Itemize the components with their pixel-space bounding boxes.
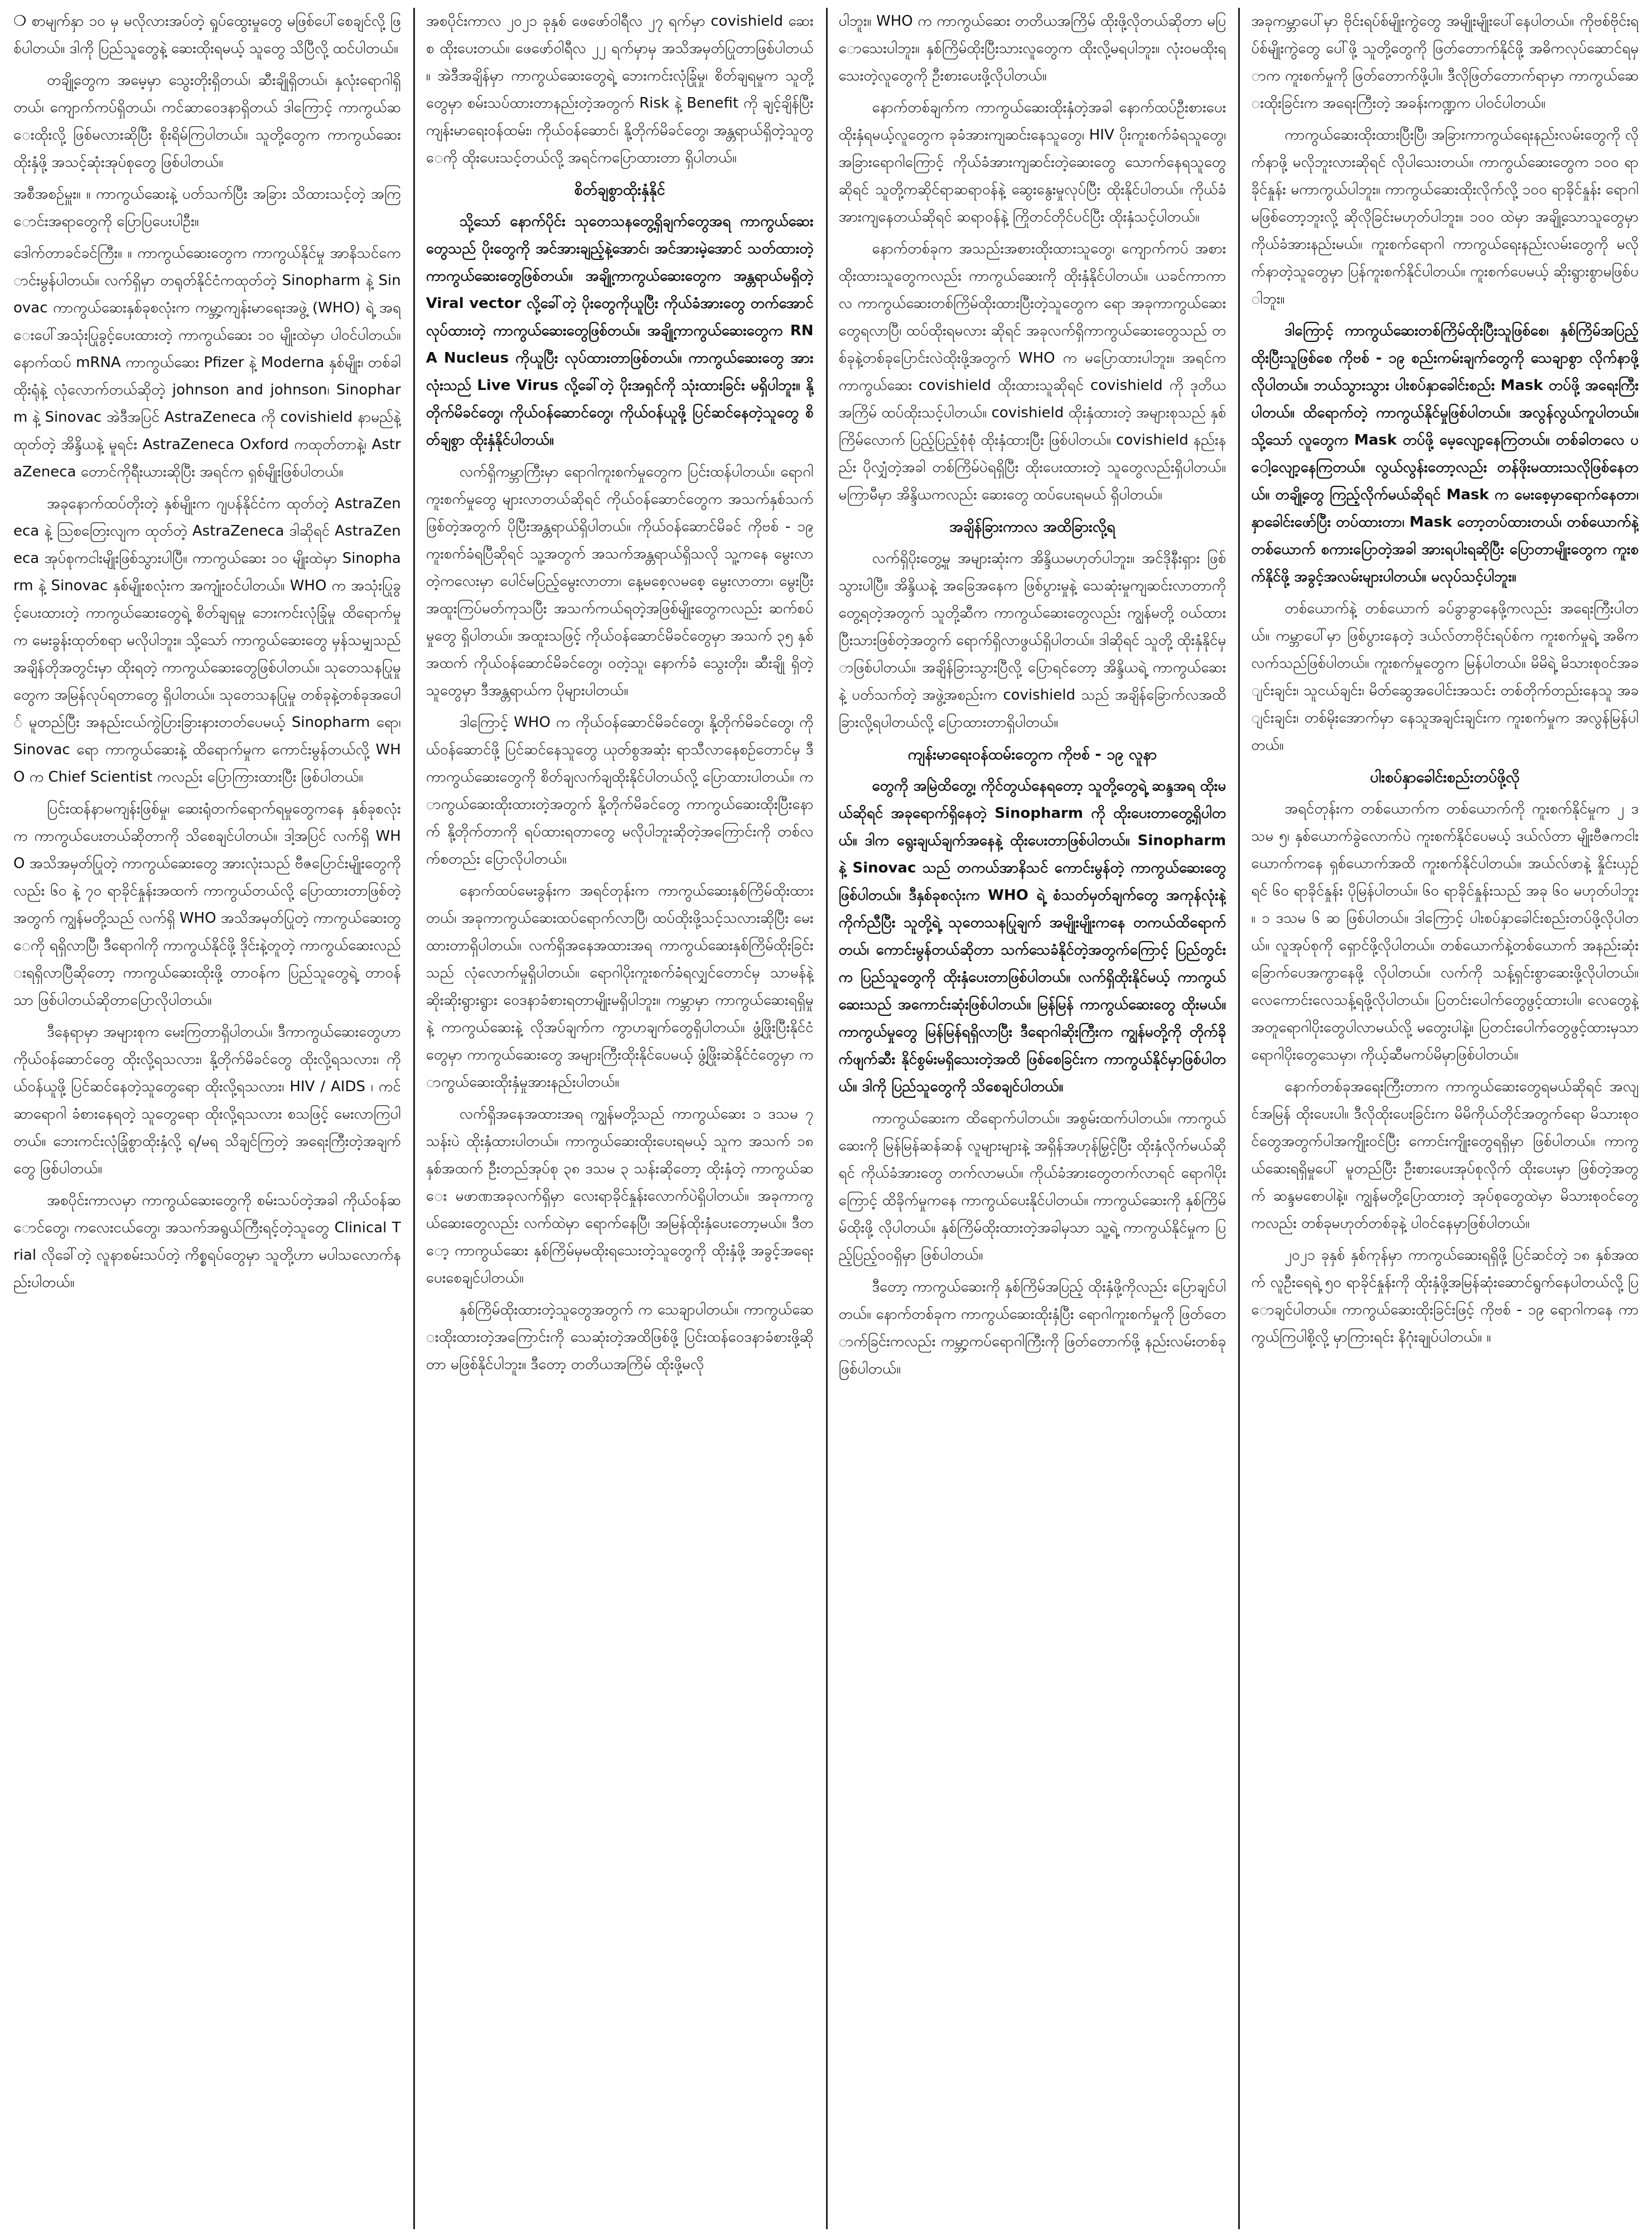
column-4 bbox=[1238, 8, 1639, 2229]
article-paragraph: ဒေါက်တာခင်ခင်ကြီး။ ။ ကာကွယ်ဆေးတွေက ကာကွယ်နိုင်မှု အာနိသင်ကောင်းမွန်ပါတယ်။ လက်ရှိမှာ တရုတ်နိုင်ငံကထုတ်တဲ့ Sinopharm နဲ့ Sinovac ကာကွယ်ဆေးနှစ်ခုစလုံးက ကမ္ဘာ့ကျန်းမာရေးအဖွဲ့ (WHO) ရဲ့ အရေးပေါ်အသုံးပြုခွင့်ပေးထားတဲ့ ကာကွယ်ဆေး ၁၀ မျိုးထဲမှာ ပါဝင်ပါတယ်။ နောက်ထပ် mRNA ကာကွယ်ဆေး Pfizer နဲ့ Moderna နှစ်မျိုး၊ တစ်ခါထိုးရုံနဲ့ လုံလောက်တယ်ဆိုတဲ့ johnson and johnson၊ Sinopharm နဲ့ Sinovac အဲဒီအပြင် AstraZeneca ကို covishield နာမည်နဲ့ ထုတ်တဲ့ အိန္ဒိယနဲ့ မူရင်း AstraZeneca Oxford ကထုတ်တာနဲ့၊ AstraZeneca တောင်ကိုရီးယားဆိုပြီး အရင်က ရှစ်မျိုးဖြစ်ပါတယ်။ bbox=[13, 245, 401, 480]
article-paragraph: နောက်တစ်ခုအရေးကြီးတာက ကာကွယ်ဆေးတွေရမယ်ဆိုရင် အလျင်အမြန် ထိုးပေးပါ။ ဒီလိုထိုးပေးခြင်းက မိမိကိုယ်တိုင်အတွက်ရော မိသားစုဝင်တွေအတွက်ပါအကျိုးဝင်ပြီး ကောင်းကျိုးတွေရရှိမှာ ဖြစ်ပါတယ်။ ကာကွယ်ဆေးရရှိမှုပေါ် မူတည်ပြီး ဦးစားပေးအုပ်စုလိုက် ထိုးပေးမှာ ဖြစ်တဲ့အတွက် ဆန္ဒမစောပါနဲ့။ ကျွန်မတို့ပြောထားတဲ့ အုပ်စုတွေထဲမှာ မိသားစုဝင်တွေကလည်း တစ်ခုမဟုတ်တစ်ခုနဲ့ ပါဝင်နေမှာဖြစ်ပါတယ်။ bbox=[1251, 1078, 1639, 1232]
article-paragraph: အစီအစဉ်မှူး။ ။ ကာကွယ်ဆေးနဲ့ ပတ်သက်ပြီး အခြား သိထားသင့်တဲ့ အကြောင်းအရာတွေကို ပြောပြပေးပါဦး။ bbox=[13, 186, 401, 230]
section-heading: စိတ်ချစွာထိုးနှံနိုင် bbox=[574, 181, 665, 199]
article-paragraph: နှစ်ကြိမ်ထိုးထားတဲ့သူတွေအတွက် က သေချာပါတယ်။ ကာကွယ်ဆေးထိုးထားတဲ့အကြောင်းကို သေဆုံးတဲ့အထိဖြစ်ဖို့ ပြင်းထန်ဝေဒနာခံစားဖို့ဆိုတာ မဖြစ်နိုင်ပါဘူး။ ဒီတော့ တတိယအကြိမ် ထိုးဖို့မလို bbox=[426, 1301, 814, 1373]
article-paragraph: နောက်ထပ်မေးခွန်းက အရင်တုန်းက ကာကွယ်ဆေးနှစ်ကြိမ်ထိုးထားတယ်၊ အခုကာကွယ်ဆေးထပ်ရောက်လာပြီ၊ ထပ်ထိုးဖို့သင့်သလားဆိုပြီး မေးထားတာရှိပါတယ်။ လက်ရှိအနေအထားအရ ကာကွယ်ဆေးနှစ်ကြိမ်ထိုးခြင်းသည် လုံလောက်မှုရှိပါတယ်။ ရောဂါပိုးကူးစက်ခံရလျှင်တောင်မှ သာမန်နဲ့ ဆိုးဆိုးရွားရွား ဝေဒနာခံစားရတာမျိုးမရှိပါဘူး။ ကမ္ဘာမှာ ကာကွယ်ဆေးရရှိမှုနဲ့ ကာကွယ်ဆေးနဲ့ လိုအပ်ချက်က ကွာဟချက်တွေရှိပါတယ်။ ဖွံ့ဖြိုးပြီးနိုင်ငံတွေမှာ ကာကွယ်ဆေးတွေ အများကြီးထိုးနိုင်ပေမယ့် ဖွံ့ဖြိုးဆဲနိုင်ငံတွေမှာ ကာကွယ်ဆေးထိုးနှံမှုအားနည်းပါတယ်။ bbox=[426, 883, 814, 1091]
article-paragraph: ဒါကြောင့် WHO က ကိုယ်ဝန်ဆောင်မိခင်တွေ၊ နို့တိုက်မိခင်တွေ၊ ကိုယ်ဝန်ဆောင်ဖို့ ပြင်ဆင်နေသူတွေ ယုတ်စွအဆုံး ရာသီလာနေစဉ်တောင်မှ ဒီကာကွယ်ဆေးတွေကို စိတ်ချလက်ချထိုးနိုင်ပါတယ်လို့ ပြောထားပါတယ်။ ကာကွယ်ဆေးထိုးထားတဲ့အတွက် နို့တိုက်မိခင်တွေ ကာကွယ်ဆေးထိုးပြီးနောက် နို့တိုက်တာကို ရပ်ထားရတာတွေ မလိုပါဘူးဆိုတဲ့အကြောင်းကို တစ်လက်စတည်း ပြောလိုပါတယ်။ bbox=[426, 714, 814, 867]
column-1 bbox=[13, 8, 401, 2229]
article-paragraph: ပါဘူး။ WHO က ကာကွယ်ဆေး တတိယအကြိမ် ထိုးဖို့လိုတယ်ဆိုတာ မပြောသေးပါဘူး။ နှစ်ကြိမ်ထိုးပြီးသားလူတွေက ထိုးလို့မရပါဘူး။ လုံးဝမထိုးရသေးတဲ့လူတွေကို ဦးစားပေးဖို့လိုပါတယ်။ bbox=[838, 13, 1226, 84]
article-paragraph: လက်ရှိကမ္ဘာကြီးမှာ ရောဂါကူးစက်မှုတွေက ပြင်းထန်ပါတယ်။ ရောဂါကူးစက်မှုတွေ များလာတယ်ဆိုရင် ကိုယ်ဝန်ဆောင်တွေက အသက်နှစ်သက်ဖြစ်တဲ့အတွက် ပိုပြီးအန္တရာယ်ရှိပါတယ်။ ကိုယ်ဝန်ဆောင်မိခင် ကိုဗစ် - ၁၉ ကူးစက်ခံရပြီဆိုရင် သူ့အတွက် အသက်အန္တရာယ်ရှိသလို သူ့ကနေ မွေးလာတဲ့ကလေးမှာ ပေါင်မပြည့်မွေးလာတာ၊ နေ့မစေ့လမစေ့ မွေးလာတာ၊ မွေးပြီး အထူးကြပ်မတ်ကုသပြီး အသက်ကယ်ရတဲ့အဖြစ်မျိုးတွေကလည်း ဆက်စပ်မှုတွေ ရှိပါတယ်။ အထူးသဖြင့် ကိုယ်ဝန်ဆောင်မိခင်တွေမှာ အသက် ၃၅ နှစ်အထက် ကိုယ်ဝန်ဆောင်မိခင်တွေ၊ ဝတဲ့သူ၊ နောက်ခံ သွေးတိုး၊ ဆီးချို ရှိတဲ့သူတွေမှာ ဒီအန္တရာယ်က ပိုများပါတယ်။ bbox=[426, 464, 814, 699]
section-heading: ကျန်းမာရေးဝန်ထမ်းတွေက ကိုဗစ် - ၁၉ လူနာ bbox=[907, 746, 1157, 763]
article-paragraph: ဒါကြောင့် ကာကွယ်ဆေးတစ်ကြိမ်ထိုးပြီးသူဖြစ်စေ၊ နှစ်ကြိမ်အပြည့်ထိုးပြီးသူဖြစ်စေ ကိုဗစ် - ၁၉ စည်းကမ်းချက်တွေကို သေချာစွာ လိုက်နာဖို့လိုပါတယ်။ ဘယ်သွားသွား ပါးစပ်နှာခေါင်းစည်း Mask တပ်ဖို့ အရေးကြီးပါတယ်။ ထိရောက်တဲ့ ကာကွယ်နိုင်မှုဖြစ်ပါတယ်။ အလွန်လွယ်ကူပါတယ်။ သို့သော် လူတွေက Mask တပ်ဖို့ မေ့လျော့နေကြတယ်။ တစ်ခါတလေ ပေါ့လျော့နေကြတယ်။ လွယ်လွန်းတော့လည်း တန်ဖိုးမထားသလိုဖြစ်နေတယ်။ တချို့တွေ ကြည့်လိုက်မယ်ဆိုရင် Mask က မေးစေ့မှာရောက်နေတာ၊ နှာခေါင်းဖော်ပြီး တပ်ထားတာ၊ Mask တော့တပ်ထားတယ်၊ တစ်ယောက်နဲ့တစ်ယောက် စကားပြောတဲ့အခါ အားရပါးရဆိုပြီး ပြောတာမျိုးတွေက ကူးစက်နိုင်ဖို့ အခွင့်အလမ်းများပါတယ်။ မလုပ်သင့်ပါဘူး။ bbox=[1251, 322, 1639, 585]
column-3 bbox=[826, 8, 1226, 2229]
article-paragraph: လက်ရှိပိုးတွေ့မှု အများဆုံးက အိန္ဒိယမဟုတ်ပါဘူး။ အင်ဒိုနီးရှား ဖြစ်သွားပါပြီ။ အိန္ဒိယနဲ့ အခြေအနေက ဖြစ်ပွားမှုနဲ့ သေဆုံးမှုကျဆင်းလာတာကို တွေ့ရတဲ့အတွက် သူတို့ဆီက ကာကွယ်ဆေးတွေလည်း ကျွန်မတို့ ဝယ်ထားပြီးသားဖြစ်တဲ့အတွက် ရောက်ရှိလာဖွယ်ရှိပါတယ်။ ဒါဆိုရင် သူတို့ ထိုးနှံနိုင်မှာဖြစ်ပါတယ်။ အချိန်ခြားသွားပြီလို့ ပြောရင်တော့ အိန္ဒိယရဲ့ ကာကွယ်ဆေးနဲ့ ပတ်သက်တဲ့ အဖွဲ့အစည်းက covishield သည် အချိန်ခြောက်လအထိ ခြားလို့ရပါတယ်လို့ ပြောထားတာရှိပါတယ်။ bbox=[838, 550, 1226, 731]
article-paragraph: အခုကမ္ဘာပေါ်မှာ ဗိုင်းရပ်စ်မျိုးကွဲတွေ အမျိုးမျိုးပေါ်နေပါတယ်။ ကိုဗစ်ဗိုင်းရပ်စ်မျိုးကွဲတွေ ပေါ်ဖို့ သူတို့တွေကို ဖြတ်တောက်နိုင်ဖို့ အဓိကလုပ်ဆောင်ရမှာက ကူးစက်မှုကို ဖြတ်တောက်ဖို့ပါ။ ဒီလိုဖြတ်တောက်ရာမှာ ကာကွယ်ဆေးထိုးခြင်းက အရေးကြီးတဲ့ အခန်းကဏ္ဍက ပါဝင်ပါတယ်။ bbox=[1251, 13, 1639, 112]
article-paragraph: ကာကွယ်ဆေးထိုးထားပြီးပြီ၊ အခြားကာကွယ်ရေးနည်းလမ်းတွေကို လိုက်နာဖို့ မလိုဘူးလားဆိုရင် လိုပါသေးတယ်။ ကာကွယ်ဆေးတွေက ၁၀၀ ရာခိုင်နှုန်း မကာကွယ်ပါဘူး။ ကာကွယ်ဆေးထိုးလိုက်လို့ ၁၀၀ ရာခိုင်နှုန်း ရောဂါမဖြစ်တော့ဘူးလို့ ဆိုလိုခြင်းမဟုတ်ပါဘူး။ ၁၀၀ ထဲမှာ အချို့သောသူတွေမှာ ကိုယ်ခံအားနည်းမယ်။ ကူးစက်ရောဂါ ကာကွယ်ရေးနည်းလမ်းတွေကို မလိုက်နာတဲ့သူတွေမှာ ပြန်ကူးစက်နိုင်ပါတယ်။ ကူးစက်ပေမယ့် ဆိုးရွားစွာမဖြစ်ပါဘူး။ bbox=[1251, 127, 1639, 307]
article-paragraph: ဒီနေရာမှာ အများစုက မေးကြတာရှိပါတယ်။ ဒီကာကွယ်ဆေးတွေဟာ ကိုယ်ဝန်ဆောင်တွေ ထိုးလို့ရသလား၊ နို့တိုက်မိခင်တွေ ထိုးလို့ရသလား၊ ကိုယ်ဝန်ယူဖို့ ပြင်ဆင်နေတဲ့သူတွေရော ထိုးလို့ရသလား၊ HIV / AIDS ၊ ကင်ဆာရောဂါ ခံစားနေရတဲ့ သူတွေရော ထိုးလို့ရသလား စသဖြင့် မေးလာကြပါတယ်။ ဘေးကင်းလုံခြုံစွာထိုးနှံလို့ ရ/မရ သိချင်ကြတဲ့ အရေးကြီးတဲ့အချက်တွေ ဖြစ်ပါတယ်။ bbox=[13, 1024, 401, 1177]
article-paragraph: ၂၀၂၁ ခုနှစ် နှစ်ကုန်မှာ ကာကွယ်ဆေးရရှိဖို့ ပြင်ဆင်တဲ့ ၁၈ နှစ်အထက် လူဦးရေရဲ့ ၅၀ ရာခိုင်နှုန်းကို ထိုးနှံဖို့အမြန်ဆုံးဆောင်ရွက်နေပါတယ်လို့ ပြောချင်ပါတယ်။ ကာကွယ်ဆေးထိုးခြင်းဖြင့် ကိုဗစ် - ၁၉ ရောဂါကနေ ကာကွယ်ကြပါစို့လို့ မှာကြားရင်း နိဂုံးချုပ်ပါတယ်။ ။ bbox=[1251, 1247, 1639, 1346]
article-paragraph: အစပိုင်းကာလ ၂၀၂၁ ခုနှစ် ဖေဖော်ဝါရီလ ၂၇ ရက်မှာ covishield ဆေးစ ထိုးပေးတယ်။ ဖေဖော်ဝါရီလ ၂၂ ရက်မှာမှ အသိအမှတ်ပြုတာဖြစ်ပါတယ်။ အဲဒီအချိန်မှာ ကာကွယ်ဆေးတွေရဲ့ ဘေးကင်းလုံခြုံမှု၊ စိတ်ချရမှုက သူတို့ တွေမှာ စမ်းသပ်ထားတာနည်းတဲ့အတွက် Risk နဲ့ Benefit ကို ချင့်ချိန်ပြီး ကျန်းမာရေးဝန်ထမ်း၊ ကိုယ်ဝန်ဆောင်၊ နို့တိုက်မိခင်တွေ၊ အန္တရာယ်ရှိတဲ့သူတွေကို ထိုးပေးသင့်တယ်လို့ အရင်ကပြောထားတာ ရှိပါတယ်။ bbox=[426, 13, 814, 166]
article-paragraph: အခုနောက်ထပ်တိုးတဲ့ နှစ်မျိုးက ဂျပန်နိုင်ငံက ထုတ်တဲ့ AstraZeneca နဲ့ ဩစတြေးလျက ထုတ်တဲ့ AstraZeneca ဒါဆိုရင် AstraZeneca အုပ်စုကငါးမျိုးဖြစ်သွားပါပြီ။ ကာကွယ်ဆေး ၁၀ မျိုးထဲမှာ Sinopharm နဲ့ Sinovac နှစ်မျိုးစလုံးက အကျုံးဝင်ပါတယ်။ WHO က အသုံးပြုခွင့်ပေးထားတဲ့ ကာကွယ်ဆေးတွေရဲ့ စိတ်ချရမှု ဘေးကင်းလုံခြုံမှု ထိရောက်မှုက မေးခွန်းထုတ်စရာ မလိုပါဘူး။ သို့သော် ကာကွယ်ဆေးတွေ မှန်သမျှသည် အချိန်တိုအတွင်းမှာ ထိုးရတဲ့ ကာကွယ်ဆေးတွေဖြစ်ပါတယ်။ သုတေသနပြုမှုတွေက အမြန်လုပ်ရတာတွေ ရှိပါတယ်။ သုတေသနပြုမှု တစ်ခုနဲ့တစ်ခုအပေါ် မူတည်ပြီး အနည်းငယ်ကွဲပြားခြားနားတတ်ပေမယ့် Sinopharm ရော၊ Sinovac ရော ကာကွယ်ဆေးနဲ့ ထိရောက်မှုက ကောင်းမွန်တယ်လို့ WHO က Chief Scientist ကလည်း ပြောကြားထားပြီး ဖြစ်ပါတယ်။ bbox=[13, 495, 401, 785]
article-paragraph: သို့သော် နောက်ပိုင်း သုတေသနတွေ့ရှိချက်တွေအရ ကာကွယ်ဆေးတွေသည် ပိုးတွေကို အင်အားချည့်နဲ့အောင်၊ အင်အားမဲ့အောင် သတ်ထားတဲ့ ကာကွယ်ဆေးတွေဖြစ်တယ်။ အချို့ကာကွယ်ဆေးတွေက အန္တရာယ်မရှိတဲ့ Viral vector လို့ခေါ်တဲ့ ပိုးတွေကိုယူပြီး ကိုယ်ခံအားတွေ တက်အောင် လုပ်ထားတဲ့ ကာကွယ်ဆေးတွေဖြစ်တယ်။ အချို့ကာကွယ်ဆေးတွေက RNA Nucleus ကိုယူပြီး လုပ်ထားတာဖြစ်တယ်။ ကာကွယ်ဆေးတွေ အားလုံးသည် Live Virus လို့ခေါ်တဲ့ ပိုးအရှင်ကို သုံးထားခြင်း မရှိပါဘူး။ နို့တိုက်မိခင်တွေ၊ ကိုယ်ဝန်ဆောင်တွေ၊ ကိုယ်ဝန်ယူဖို့ ပြင်ဆင်နေတဲ့သူတွေ စိတ်ချစွာ ထိုးနှံနိုင်ပါတယ်။ bbox=[426, 213, 814, 449]
article-paragraph: တွေကို အမြဲထိတွေ့၊ ကိုင်တွယ်နေရတော့ သူတို့တွေရဲ့ ဆန္ဒအရ ထိုးမယ်ဆိုရင် အခုရောက်ရှိနေတဲ့ Sinopharm ကို ထိုးပေးတာတွေ့ရှိပါတယ်။ ဒါက ရွေးချယ်ချက်အနေနဲ့ ထိုးပေးတာဖြစ်ပါတယ်။ Sinopharm နဲ့ Sinovac သည် တကယ်အာနိသင် ကောင်းမွန်တဲ့ ကာကွယ်ဆေးတွေဖြစ်ပါတယ်။ ဒီနှစ်ခုစလုံးက WHO ရဲ့ စံသတ်မှတ်ချက်တွေ အကုန်လုံးနဲ့ ကိုက်ညီပြီး သူတို့ရဲ့ သုတေသနပြုချက် အမျိုးမျိုးကနေ တကယ်ထိရောက်တယ်၊ ကောင်းမွန်တယ်ဆိုတာ သက်သေခံနိုင်တဲ့အတွက်ကြောင့် ပြည်တွင်းက ပြည်သူတွေကို ထိုးနှံပေးတာဖြစ်ပါတယ်။ လက်ရှိထိုးနိုင်မယ့် ကာကွယ်ဆေးသည် အကောင်းဆုံးဖြစ်ပါတယ်။ မြန်မြန် ကာကွယ်ဆေးတွေ ထိုးမယ်။ ကာကွယ်မှုတွေ မြန်မြန်ရရှိလာပြီး ဒီရောဂါဆိုးကြီးက ကျွန်မတို့ကို တိုက်ခိုက်ဖျက်ဆီး နိုင်စွမ်းမရှိသေးတဲ့အထိ ဖြစ်စေခြင်းက ကာကွယ်နိုင်မှာဖြစ်ပါတယ်။ ဒါကို ပြည်သူတွေကို သိစေချင်ပါတယ်။ bbox=[838, 778, 1226, 1095]
column-2 bbox=[413, 8, 814, 2229]
article-paragraph: ကာကွယ်ဆေးက ထိရောက်ပါတယ်။ အစွမ်းထက်ပါတယ်။ ကာကွယ်ဆေးကို မြန်မြန်ဆန်ဆန် လူများများနဲ့ အရှိန်အဟုန်မြှင့်ပြီး ထိုးနှံလိုက်မယ်ဆိုရင် ကိုယ်ခံအားတွေ တက်လာမယ်။ ကိုယ်ခံအားတွေတက်လာရင် ရောဂါပိုးကြောင့် ထိခိုက်မှုကနေ ကာကွယ်ပေးနိုင်ပါတယ်။ ကာကွယ်ဆေးကို နှစ်ကြိမ်မ်ထိုးဖို့ လိုပါတယ်။ နှစ်ကြိမ်ထိုးထားတဲ့အခါမှသာ သူ့ရဲ့ ကာကွယ်နိုင်မှုက ပြည့်ပြည့်ဝဝရှိမှာ ဖြစ်ပါတယ်။ bbox=[838, 1110, 1226, 1264]
section-heading: ပါးစပ်နှာခေါင်းစည်းတပ်ဖို့လို bbox=[1370, 769, 1520, 786]
article-paragraph: နောက်တစ်ခုက အသည်းအစားထိုးထားသူတွေ၊ ကျောက်ကပ် အစားထိုးထားသူတွေကလည်း ကာကွယ်ဆေးကို ထိုးနှံနိုင်ပါတယ်။ ယခင်ကာကာလ ကာကွယ်ဆေးတစ်ကြိမ်ထိုးထားပြီးတဲ့သူတွေက ရော အခုကာကွယ်ဆေးတွေရလာပြီ၊ ထပ်ထိုးရမလား ဆိုရင် အခုလက်ရှိကာကွယ်ဆေးတွေသည် တစ်ခုနဲ့တစ်ခုပြောင်းလဲထိုးဖို့အတွက် WHO က မပြောထားပါဘူး။ အရင်က ကာကွယ်ဆေး covishield ထိုးထားသူဆိုရင် covishield ကို ဒုတိယအကြိမ် ထပ်ထိုးသင့်ပါတယ်။ covishield ထိုးနှံထားတဲ့ အများစုသည် နှစ်ကြိမ်လောက် ပြည့်ပြည့်စုံစုံ ထိုးနှံထားပြီး ဖြစ်ပါတယ်။ covishield နည်းနည်း ပိုလျှံတဲ့အခါ တစ်ကြိမ်ပဲရရှိပြီး ထိုးပေးထားတဲ့ သူတွေလည်းရှိပါတယ်။ မကြာမီမှာ အိန္ဒိယကလည်း ဆေးတွေ ထပ်ပေးရမယ် ရှိပါတယ်။ bbox=[838, 240, 1226, 503]
section-heading: အချိန်ခြားကာလ အထိခြားလို့ရ bbox=[949, 518, 1115, 536]
article-paragraph: နောက်တစ်ချက်က ကာကွယ်ဆေးထိုးနှံတဲ့အခါ နောက်ထပ်ဦးစားပေး ထိုးနှံရမယ့်လူတွေက ခုခံအားကျဆင်းနေသူတွေ၊ HIV ပိုးကူးစက်ခံရသူတွေ၊ အခြားရောဂါကြောင့် ကိုယ်ခံအားကျဆင်းတဲ့ဆေးတွေ သောက်နေရသူတွေဆိုရင် သူတို့ကဆိုင်ရာဆရာဝန်နဲ့ ဆွေးနွေးမှုလုပ်ပြီး ထိုးနိုင်ပါတယ်။ ကိုယ်ခံအားကျနေတယ်ဆိုရင် ဆရာဝန်နဲ့ ကြိုတင်တိုင်ပင်ပြီး ထိုးနှံသင့်ပါတယ်။ bbox=[838, 99, 1226, 225]
article-paragraph: တစ်ယောက်နဲ့ တစ်ယောက် ခပ်ခွာခွာနေဖို့ကလည်း အရေးကြီးပါတယ်။ ကမ္ဘာပေါ်မှာ ဖြစ်ပွားနေတဲ့ ဒယ်လ်တာဗိုင်းရပ်စ်က ကူးစက်မှုရဲ့ အဓိကလက်သည်ဖြစ်ပါတယ်။ ကူးစက်မှုတွေက မြန်ပါတယ်။ မိမိရဲ့ မိသားစုဝင်အချင်းချင်း၊ သူငယ်ချင်း၊ မိတ်ဆွေအပေါင်းအသင်း တစ်တိုက်တည်းနေသူ အချင်းချင်း၊ တစ်မိုးအောက်မှာ နေသူအချင်းချင်းက ကူးစက်မှုက အလွန်မြန်ပါတယ်။ bbox=[1251, 600, 1639, 754]
article-paragraph: ❍ စာမျက်နှာ ၁၀ မှ မလိုလားအပ်တဲ့ ရှုပ်ထွေးမှုတွေ မဖြစ်ပေါ်စေချင်လို့ ဖြစ်ပါတယ်။ ဒါကို ပြည်သူတွေနဲ့ ဆေးထိုးရမယ့် သူတွေ သိပြီလို့ ထင်ပါတယ်။ bbox=[13, 13, 401, 57]
article-paragraph: အရင်တုန်းက တစ်ယောက်က တစ်ယောက်ကို ကူးစက်နိုင်မှုက ၂ ဒသမ ၅၊ နှစ်ယောက်ခွဲလောက်ပဲ ကူးစက်နိုင်ပေမယ့် ဒယ်လ်တာ မျိုးဗီဇကငါးယောက်ကနေ ရှစ်ယောက်အထိ ကူးစက်နိုင်ပါတယ်။ အယ်လ်ဖာနဲ့ နှိုင်းယှဉ်ရင် ၆၀ ရာခိုင်နှုန်း ပိုမြန်ပါတယ်။ ၆၀ ရာခိုင်နှုန်းသည် အခု ၆၀ မဟုတ်ပါဘူး။ ၁ ဒသမ ၆ ဆ ဖြစ်ပါတယ်။ ဒါကြောင့် ပါးစပ်နှာခေါင်းစည်းတပ်ဖို့လိုပါတယ်။ လူအုပ်စုကို ရှောင်ဖို့လိုပါတယ်။ တစ်ယောက်နဲ့တစ်ယောက် အနည်းဆုံးခြောက်ပေအကွာနေဖို့ လိုပါတယ်။ လက်ကို သန့်ရှင်းစွာဆေးဖို့လိုပါတယ်။ လေကောင်းလေသန့်ရဖို့လိုပါတယ်။ ပြတင်းပေါက်တွေဖွင့်ထားပါ။ လေတွေနဲ့အတူရောဂါပိုးတွေပါလာမယ်လို့ မတွေးပါနဲ့။ ပြတင်းပေါက်တွေဖွင့်ထားမှသာ ရောဂါပိုးတွေသေမှာ၊ ကိုယ့်ဆီမကပ်မိမှာဖြစ်ပါတယ်။ bbox=[1251, 801, 1639, 1063]
article-paragraph: ဒီတော့ ကာကွယ်ဆေးကို နှစ်ကြိမ်အပြည့် ထိုးနှံဖို့ကိုလည်း ပြောချင်ပါတယ်။ နောက်တစ်ခုက ကာကွယ်ဆေးထိုးနှံပြီး ရောဂါကူးစက်မှုကို ဖြတ်တောက်ခြင်းကလည်း ကမ္ဘာ့ကပ်ရောဂါကြီးကို ဖြတ်တောက်ဖို့ နည်းလမ်းတစ်ခုဖြစ်ပါတယ်။ bbox=[838, 1279, 1226, 1377]
article-paragraph: တချို့တွေက အမေ့မှာ သွေးတိုးရှိတယ်၊ ဆီးချိုရှိတယ်၊ နှလုံးရောဂါရှိတယ်၊ ကျောက်ကပ်ရှိတယ်၊ ကင်ဆာဝေဒနာရှိတယ် ဒါကြောင့် ကာကွယ်ဆေးထိုးလို့ ဖြစ်မလားဆိုပြီး စိုးရိမ်ကြပါတယ်။ သူတို့တွေက ကာကွယ်ဆေးထိုးနှံဖို့ အသင့်ဆုံးအုပ်စုတွေ ဖြစ်ပါတယ်။ bbox=[13, 72, 401, 171]
article-paragraph: လက်ရှိအနေအထားအရ ကျွန်မတို့သည် ကာကွယ်ဆေး ၁ ဒသမ ၇ သန်းပဲ ထိုးနှံထားပါတယ်။ ကာကွယ်ဆေးထိုးပေးရမယ့် သူက အသက် ၁၈ နှစ်အထက် ဦးတည်အုပ်စု ၃၈ ဒသမ ၃ သန်းဆိုတော့ ထိုးနှံတဲ့ ကာကွယ်ဆေး မဖာဏအခုလက်ရှိမှာ လေးရာခိုင်နှုန်းလောက်ပဲရှိပါတယ်။ အခုကာကွယ်ဆေးတွေလည်း လက်ထဲမှာ ရောက်နေပြီ၊ အမြန်ထိုးနှံပေးတော့မယ်။ ဒီတော့ ကာကွယ်ဆေး နှစ်ကြိမ်မှမထိုးရသေးတဲ့သူတွေကို ထိုးနှံဖို့ အခွင့်အရေးပေးစေချင်ပါတယ်။ bbox=[426, 1106, 814, 1286]
article-paragraph: ပြင်းထန်နာမကျန်းဖြစ်မှု၊ ဆေးရုံတက်ရောက်ရမှုတွေကနေ နှစ်ခုစလုံးက ကာကွယ်ပေးတယ်ဆိုတာကို သိစေချင်ပါတယ်။ ဒါ့အပြင် လက်ရှိ WHO အသိအမှတ်ပြုတဲ့ ကာကွယ်ဆေးတွေ အားလုံးသည် ဗီဇပြောင်းမျိုးတွေကိုလည်း ၆၀ နဲ့ ၇၀ ရာခိုင်နှုန်းအထက် ကာကွယ်တယ်လို့ ပြောထားတာဖြစ်တဲ့အတွက် ကျွန်မတို့သည် လက်ရှိ WHO အသိအမှတ်ပြုတဲ့ ကာကွယ်ဆေးတွေကို ရရှိလာပြီ၊ ဒီရောဂါကို ကာကွယ်နိုင်ဖို့ ဒိုင်းနဲ့တူတဲ့ ကာကွယ်ဆေးလည်းရရှိလာပြီဆိုတော့ ကာကွယ်ဆေးထိုးဖို့ တာဝန်က ပြည်သူတွေရဲ့ တာဝန်သာ ဖြစ်ပါတယ်ဆိုတာပြောလိုပါတယ်။ bbox=[13, 801, 401, 1009]
article-paragraph: အစပိုင်းကာလမှာ ကာကွယ်ဆေးတွေကို စမ်းသပ်တဲ့အခါ ကိုယ်ဝန်ဆောင်တွေ၊ ကလေးငယ်တွေ၊ အသက်အရွယ်ကြီးရင့်တဲ့သူတွေ Clinical Trial လိုခေါ်တဲ့ လူနာစမ်းသပ်တဲ့ ကိစ္စရပ်တွေမှာ သူတို့ဟာ မပါသလောက်နည်းပါတယ်။ bbox=[13, 1192, 401, 1291]
